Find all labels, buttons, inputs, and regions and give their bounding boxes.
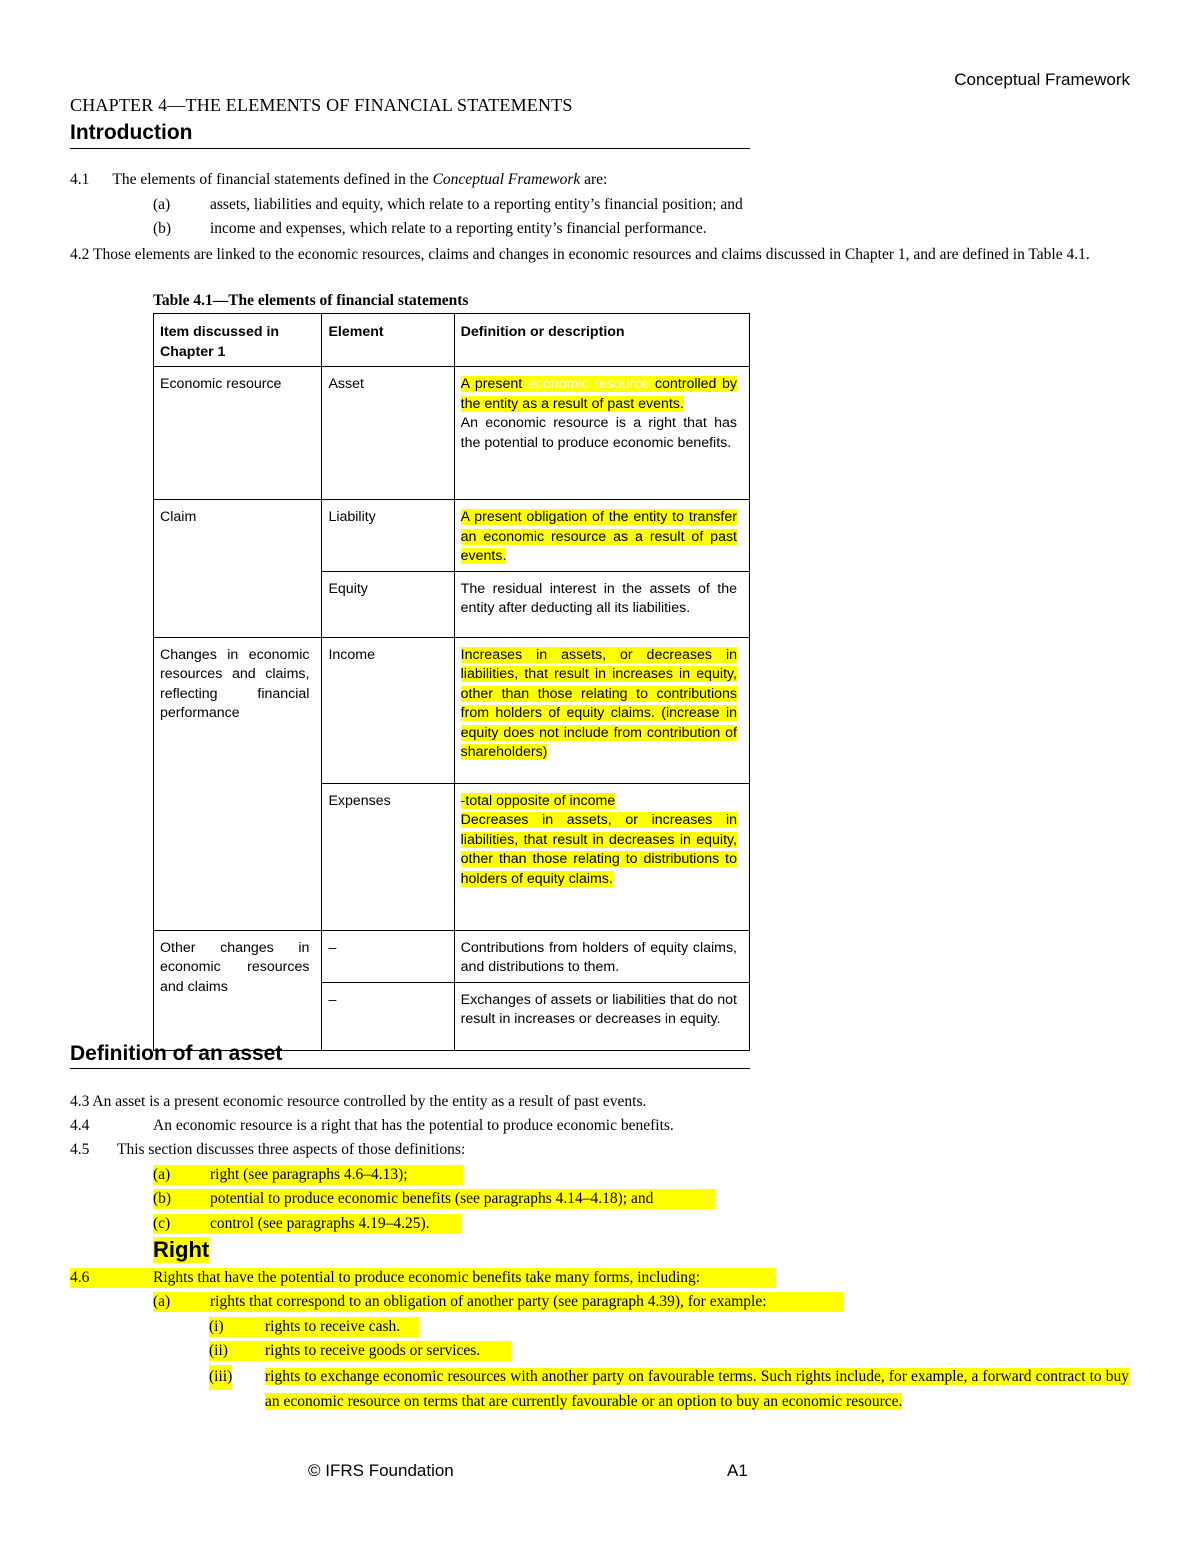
item-cell: Other changes in economic resources and claims [154, 930, 322, 1050]
list-text: rights to receive goods or services. [265, 1342, 481, 1359]
definition-cell [454, 783, 749, 930]
section-heading-definition-of-an-asset: Definition of an asset [70, 1042, 283, 1065]
item-cell: Claim [154, 500, 322, 638]
element-cell: Expenses [322, 783, 454, 930]
element-cell: Asset [322, 367, 454, 500]
list-label: (a) [153, 1293, 171, 1310]
heading-rule [70, 148, 750, 149]
paragraph-4-3: 4.3 An asset is a present economic resource controlled by the entity as a result of past events. [70, 1093, 647, 1110]
list-label: (iii) [209, 1365, 232, 1390]
table-row [154, 930, 750, 982]
list-text: rights to receive cash. [265, 1318, 401, 1335]
highlighted-text: Decreases in assets, or increases in liabilities, that result in decreases in equity, other than those relating to distributions to holders of equity claims. [460, 812, 737, 887]
paragraph-4-5 [70, 1140, 466, 1160]
list-text: rights that correspond to an obligation of another party (see paragraph 4.39), for example: [210, 1293, 767, 1310]
list-label: (a) [153, 1166, 171, 1183]
list-text: control (see paragraphs 4.19–4.25). [210, 1215, 430, 1232]
highlighted-text: economic resource [527, 376, 650, 392]
definition-cell [454, 500, 749, 572]
paragraph-text: Those elements are linked to the economic resources, claims and changes in economic resources and claims discussed in Chapter 1, and are defined in Table 4.1. [92, 246, 1090, 263]
definition-text: An economic resource is a right that has the potential to produce economic benefits. [460, 415, 737, 451]
paragraph-text: An economic resource is a right that has the potential to produce economic benefits. [153, 1117, 674, 1134]
list-label: (ii) [209, 1342, 228, 1359]
sub-list-item [209, 1365, 1129, 1414]
definition-cell: The residual interest in the assets of the entity after deducting all its liabilities. [454, 571, 749, 637]
list-label: (a) [153, 196, 171, 213]
definition-cell [454, 637, 749, 783]
paragraph-text: This section discusses three aspects of those definitions: [117, 1141, 466, 1158]
paragraph-text: are: [580, 171, 608, 188]
section-heading-introduction: Introduction [70, 121, 193, 144]
item-cell: Economic resource [154, 367, 322, 500]
paragraph-number: 4.6 [70, 1269, 90, 1286]
highlighted-text: controlled by the entity as a result of past events. [460, 376, 737, 412]
highlighted-text: Increases in assets, or decreases in liabilities, that result in increases in equity, other than those relating to contributions from holders of equity claims. [460, 646, 737, 721]
element-cell: – [322, 930, 454, 982]
paragraph-4-2 [70, 243, 1128, 267]
list-text: rights to exchange economic resources with another party on favourable terms. Such rights include, for example, a forward contract to buy an economic resource on terms that are currently favourable or an option to buy an economic resource. [265, 1368, 1129, 1410]
element-cell: Income [322, 637, 454, 783]
chapter-title: CHAPTER 4—THE ELEMENTS OF FINANCIAL STATEMENTS [70, 95, 573, 115]
elements-table [153, 313, 750, 1051]
element-cell: Equity [322, 571, 454, 637]
list-text: right (see paragraphs 4.6–4.13); [210, 1166, 408, 1183]
list-text: potential to produce economic benefits (see paragraphs 4.14–4.18); and [210, 1190, 654, 1207]
paragraph-4-4 [70, 1116, 674, 1136]
table-caption: Table 4.1—The elements of financial statements [153, 292, 469, 309]
item-cell: Changes in economic resources and claims, reflecting financial performance [154, 637, 322, 930]
highlighted-text: A present obligation of the entity to transfer an economic resource as a result of past events. [460, 509, 737, 564]
paragraph-4-1 [70, 170, 607, 190]
section-heading-right: Right [153, 1237, 210, 1262]
paragraph-text: The elements of financial statements defined in the [112, 171, 433, 188]
highlighted-text: -total opposite of income [460, 792, 616, 809]
table-header-row [154, 314, 750, 367]
paragraph-number: 4.2 [70, 246, 90, 263]
running-head: Conceptual Framework [954, 70, 1130, 89]
list-label: (b) [153, 1190, 172, 1207]
table-row [154, 637, 750, 783]
list-label: (i) [209, 1318, 224, 1335]
footer-copyright: © IFRS Foundation [308, 1461, 454, 1480]
column-header: Definition or description [454, 314, 749, 367]
column-header: Item discussed in Chapter 1 [154, 314, 322, 367]
paragraph-text: Rights that have the potential to produce economic benefits take many forms, including: [153, 1269, 701, 1286]
column-header: Element [322, 314, 454, 367]
list-label: (c) [153, 1215, 171, 1232]
page-number: A1 [727, 1461, 748, 1480]
highlighted-text: A present [460, 376, 528, 392]
table-row [154, 500, 750, 572]
list-item [153, 195, 743, 215]
paragraph-number: 4.4 [70, 1117, 90, 1134]
list-label: (b) [153, 220, 172, 237]
definition-cell [454, 367, 749, 500]
heading-rule [70, 1068, 750, 1069]
element-cell: Liability [322, 500, 454, 572]
paragraph-number: 4.1 [70, 171, 90, 188]
highlighted-text: (increase in equity does not include from contribution of shareholders) [460, 705, 738, 760]
paragraph-text-italic: Conceptual Framework [432, 171, 581, 188]
list-text: income and expenses, which relate to a reporting entity’s financial performance. [210, 220, 707, 237]
definition-cell: Contributions from holders of equity claims, and distributions to them. [454, 930, 749, 982]
definition-cell: Exchanges of assets or liabilities that do not result in increases or decreases in equity. [454, 982, 749, 1050]
paragraph-number: 4.5 [70, 1141, 90, 1158]
list-item [153, 219, 707, 239]
list-text: assets, liabilities and equity, which relate to a reporting entity’s financial position; and [210, 196, 743, 213]
element-cell: – [322, 982, 454, 1050]
table-row [154, 367, 750, 500]
